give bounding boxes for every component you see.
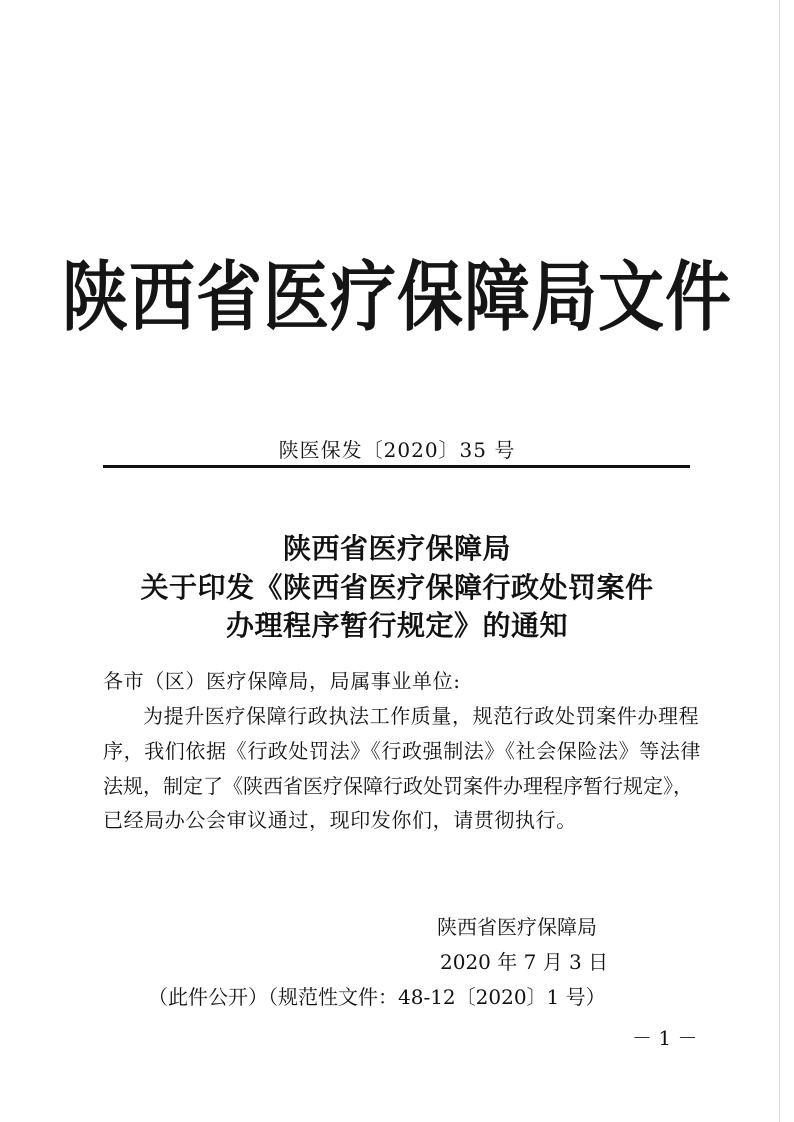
body-line-1: 为提升医疗保障行政执法工作质量，规范行政处罚案件办理程: [143, 704, 700, 728]
page-number: － 1 －: [632, 1026, 698, 1050]
publication-footnote: （此件公开）（规范性文件：48-12〔2020〕1 号）: [148, 985, 606, 1009]
notice-title-line-2: 关于印发《陕西省医疗保障行政处罚案件: [140, 571, 654, 604]
notice-title-line-3: 办理程序暂行规定》的通知: [225, 609, 568, 642]
document-header-title: 陕西省医疗保障局文件: [62, 253, 732, 342]
body-line-4: 已经局办公会审议通过，现印发你们，请贯彻执行。: [103, 808, 577, 832]
notice-title-line-1: 陕西省医疗保障局: [282, 532, 511, 565]
body-line-3: 法规，制定了《陕西省医疗保障行政处罚案件办理程序暂行规定》，: [103, 774, 693, 798]
salutation: 各市（区）医疗保障局，局属事业单位:: [103, 669, 461, 693]
issue-date: 2020 年 7 月 3 日: [440, 950, 609, 974]
body-line-2: 序，我们依据《行政处罚法》《行政强制法》《社会保险法》等法律: [103, 739, 701, 763]
header-divider: [103, 465, 690, 468]
document-number: 陕医保发〔2020〕35 号: [278, 438, 516, 462]
issuer-name: 陕西省医疗保障局: [437, 915, 597, 939]
